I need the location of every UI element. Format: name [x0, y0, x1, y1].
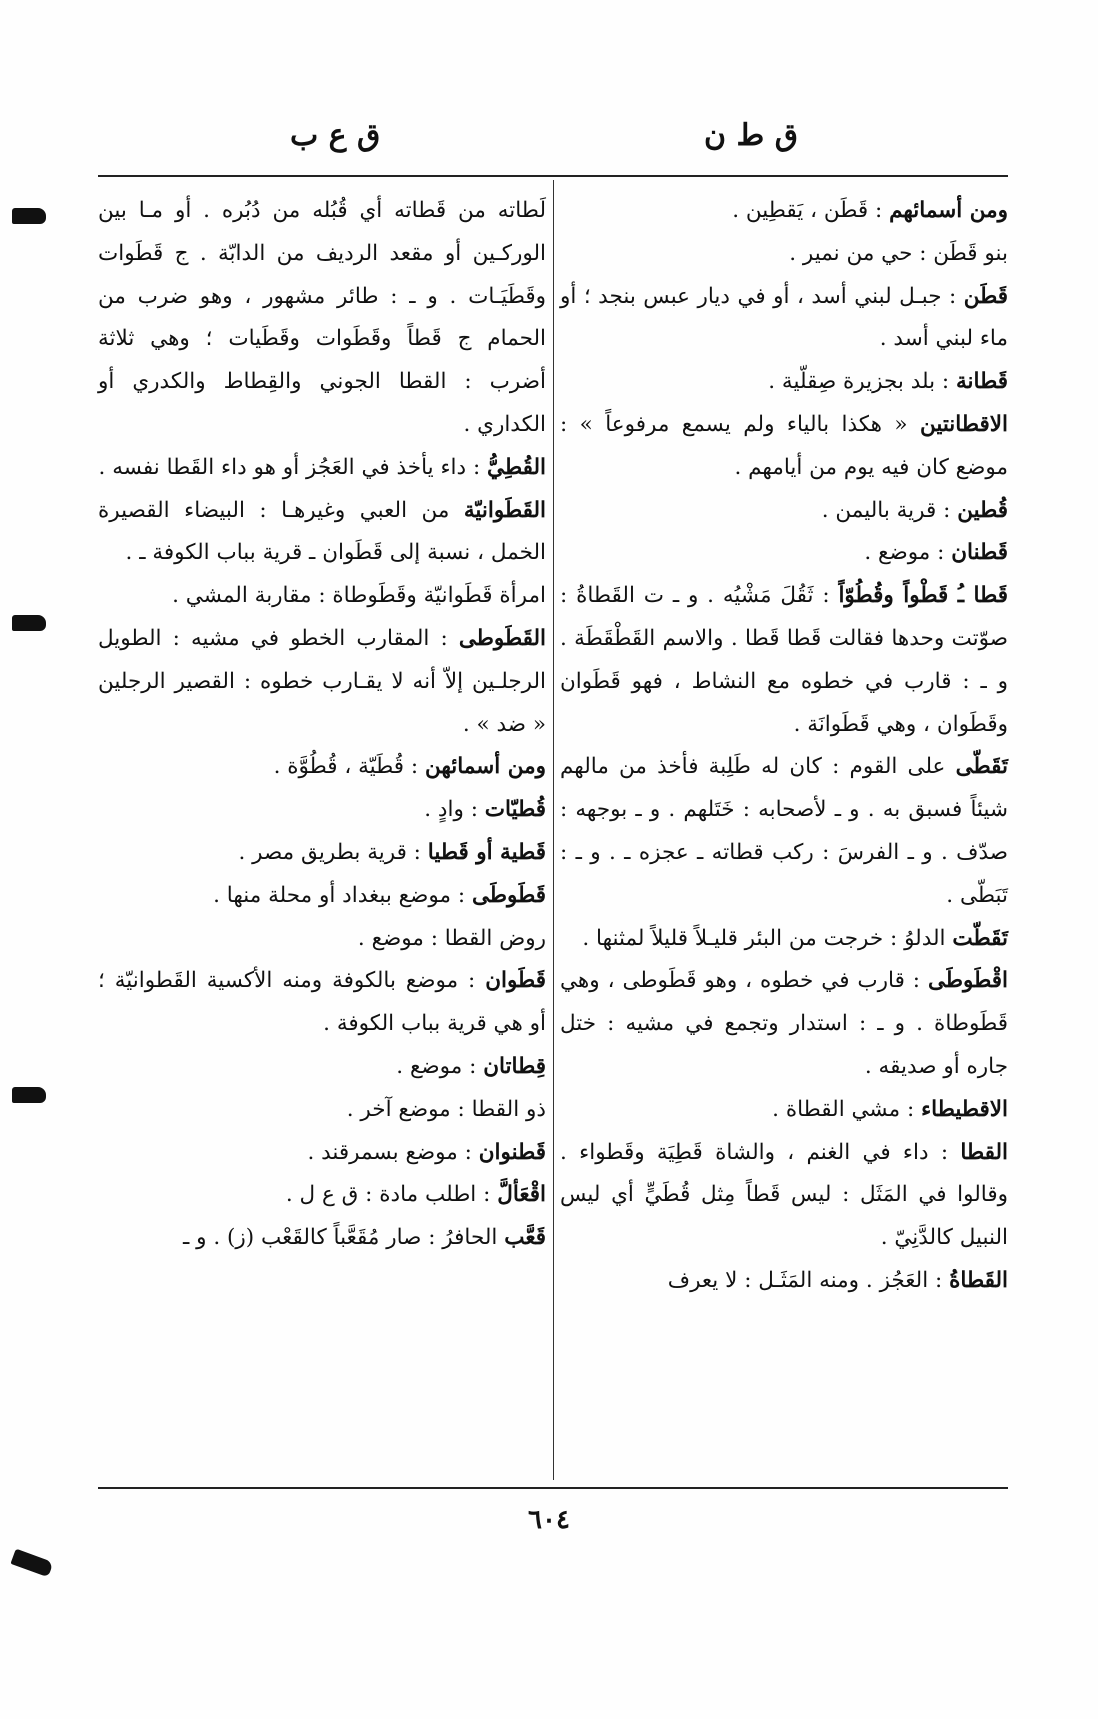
entry-headword: الاقطيطاء: [921, 1096, 1008, 1122]
entry-headword: ومن أسمائهم: [889, 198, 1008, 223]
entry-definition: : المقارب الخطو في مشيه : الطويل الرجلـين إلاّ أنه لا يقـارب خطوه : القصير الرجلين « ضد » .: [98, 625, 546, 737]
dictionary-entry: [560, 276, 1008, 362]
entry-definition: : موضع .: [396, 1053, 477, 1079]
dictionary-entry: [560, 746, 1008, 917]
dictionary-entry: [98, 1046, 546, 1089]
entry-headword: قَطَوان: [485, 968, 546, 994]
entry-headword: قَطَوطَى: [471, 882, 546, 908]
entry-headword: قَطانة: [956, 369, 1008, 395]
dictionary-entry: [560, 1089, 1008, 1132]
dictionary-entry: [98, 832, 546, 875]
entry-definition: الحافرُ : صار مُقَعَّباً كالقَعْب (ز) . و ـ: [183, 1225, 498, 1251]
entry-definition: : وادٍ .: [424, 797, 478, 823]
dictionary-entry: [560, 233, 1008, 276]
dictionary-entry: [560, 918, 1008, 961]
entry-definition: : مشي القطاة .: [772, 1096, 915, 1122]
entry-headword: قُطين: [957, 497, 1008, 523]
dictionary-entry: [98, 918, 546, 961]
dictionary-entry: [98, 618, 546, 746]
dictionary-entry: [98, 490, 546, 576]
entry-headword: قَطَن: [963, 283, 1008, 309]
margin-tab-mark: [12, 615, 46, 631]
entry-headword: ومن أسمائهن: [425, 754, 546, 780]
running-head-right: ق ط ن: [704, 118, 798, 153]
running-head-left: ق ع ب: [290, 118, 381, 153]
dictionary-entry: [98, 960, 546, 1046]
dictionary-entry: [98, 1217, 546, 1260]
entry-definition: « هكذا بالياء ولم يسمع مرفوعاً » : موضع كان فيه يوم من أيامهم .: [560, 411, 1008, 480]
entry-definition: الدلوُ : خرجت من البئر قليـلاً قليلاً لمثنها .: [582, 925, 946, 951]
entry-definition: : قارب في خطوه ، وهو قَطَوطى ، وهي قَطَوطاة . و ـ : استدار وتجمع في مشيه : ختل جاره أو صديقه .: [560, 968, 1008, 1079]
dictionary-entry: [560, 490, 1008, 533]
entry-headword: اقْطَوطَى: [927, 968, 1008, 994]
entry-definition: على القوم : كان له طَلِبة فأخذ من مالهم شيئاً فسبق به . و ـ لأصحابه : خَتَلهم . و ـ بوجهه : صدّف . و ـ الفرسَ : ركب قطاته ـ عجزه ـ . و ـ : تَبَطّى .: [560, 754, 1008, 908]
dictionary-entry: [98, 1132, 546, 1175]
dictionary-entry: [98, 1089, 546, 1132]
entry-definition: بنو قَطَن : حي من نمير .: [789, 240, 1008, 266]
dictionary-entry: [560, 960, 1008, 1088]
entry-definition: : موضع بسمرقند .: [307, 1139, 472, 1165]
entry-headword: الاقطانتين: [919, 411, 1008, 437]
entry-definition: : بلد بجزيرة صِقلّية .: [768, 369, 950, 395]
dictionary-entry: [560, 404, 1008, 490]
dictionary-entry: [560, 361, 1008, 404]
entry-headword: القطا: [960, 1139, 1008, 1165]
header-rule: [98, 175, 1008, 177]
entry-headword: قَطية أو قَطيا: [427, 839, 546, 865]
dictionary-entry: [560, 532, 1008, 575]
entry-headword: القَطَوانيّة: [463, 497, 546, 523]
dictionary-entry: [98, 575, 546, 618]
entry-headword: قَطنان: [951, 540, 1008, 566]
entry-definition: : قرية بطريق مصر .: [238, 839, 421, 865]
entry-definition: من العبي وغيرهـا : البيضاء القصيرة الخمل ، نسبة إلى قَطَوان ـ قرية بباب الكوفة ـ .: [98, 497, 546, 566]
dictionary-entry: [98, 789, 546, 832]
entry-definition: ذو القطا : موضع آخر .: [346, 1096, 546, 1122]
entry-headword: تَقَطّى: [955, 754, 1008, 780]
dictionary-entry: [98, 1174, 546, 1217]
entry-definition: : قَطَن ، يَقطِين .: [732, 198, 883, 223]
dictionary-entry: [98, 875, 546, 918]
entry-headword: اقْعَألَّ: [497, 1182, 546, 1208]
margin-tab-mark: [10, 1549, 53, 1578]
column-divider: [553, 180, 554, 1480]
entry-definition: لَطاته من قَطاته أي قُبُله من دُبُره . أو مـا بين الوركـين أو مقعد الرديف من الدابّة . ج قَطَوات وقَطَيَـات . و ـ : طائر مشهور ، وهو ضرب من الحمام ج قَطاً وقَطَوات وقَطَيات ؛ وهي ثلاثة أضرب : القطا الجوني والقِطاط والكدري أو الكداري .: [98, 198, 546, 437]
entry-headword: القُطِيُّ: [487, 454, 546, 480]
entry-definition: امرأة قَطَوانيّة وقَطَوطاة : مقاربة المشي .: [172, 583, 546, 609]
dictionary-entry: [560, 1132, 1008, 1260]
dictionary-entry: [98, 190, 546, 447]
entry-definition: : ثَقُلَ مَشْيُه . و ـ ت القَطاةُ : صوّتت وحدها فقالت قَطا قَطا . والاسم القَطْقَطَة . و ـ : قارب في خطوه مع النشاط ، فهو قَطَوان وقَطَوان ، وهي قَطَوانَة .: [560, 583, 1008, 737]
entry-headword: القَطاةُ: [949, 1267, 1008, 1293]
entry-definition: : موضع ببغداد أو محلة منها .: [213, 882, 466, 908]
dictionary-entry: [560, 190, 1008, 233]
left-column: [98, 190, 546, 1260]
entry-definition: : موضع .: [864, 540, 945, 566]
entry-headword: تَقَطّت: [952, 925, 1008, 951]
entry-definition: : جبـل لبني أسد ، أو في ديار عبس بنجد ؛ أو ماء لبني أسد .: [560, 283, 1008, 352]
entry-headword: قَعَّب: [504, 1225, 546, 1251]
entry-definition: : داء في الغنم ، والشاة قَطِيَة وقَطواء . وقالوا في المَثَل : ليس قَطاً مِثل قُطَيٍّ أي ليس النبيل كالدَّنِيّ .: [560, 1139, 1008, 1251]
margin-tab-mark: [12, 208, 46, 224]
entry-definition: : قُطَيّة ، قُطُوَّة .: [273, 754, 419, 780]
dictionary-entry: [98, 447, 546, 490]
entry-definition: : اطلب مادة : ق ع ل .: [285, 1182, 491, 1208]
margin-tab-mark: [12, 1087, 46, 1103]
page-number: ٦٠٤: [528, 1505, 570, 1535]
entry-headword: قِطاتان: [483, 1053, 546, 1079]
entry-definition: روض القطا : موضع .: [357, 925, 546, 951]
dictionary-entry: [560, 575, 1008, 746]
entry-headword: القَطَوطى: [458, 625, 546, 651]
right-column: [560, 190, 1008, 1303]
dictionary-entry: [98, 746, 546, 789]
entry-headword: قَطنوان: [478, 1139, 546, 1165]
entry-definition: : العَجُز . ومنه المَثَـل : لا يعرف: [667, 1267, 943, 1293]
entry-definition: : داء يأخذ في العَجُز أو هو داء القَطا نفسه .: [98, 454, 481, 480]
entry-headword: قُطيّات: [484, 797, 546, 823]
entry-headword: قَطا ـُ قَطْواً وقُطُوّاً: [838, 583, 1009, 609]
entry-definition: : موضع بالكوفة ومنه الأكسية القَطوانيّة ؛ أو هي قرية بباب الكوفة .: [98, 968, 546, 1037]
dictionary-entry: [560, 1260, 1008, 1303]
footer-rule: [98, 1487, 1008, 1489]
entry-definition: : قرية باليمن .: [821, 497, 951, 523]
